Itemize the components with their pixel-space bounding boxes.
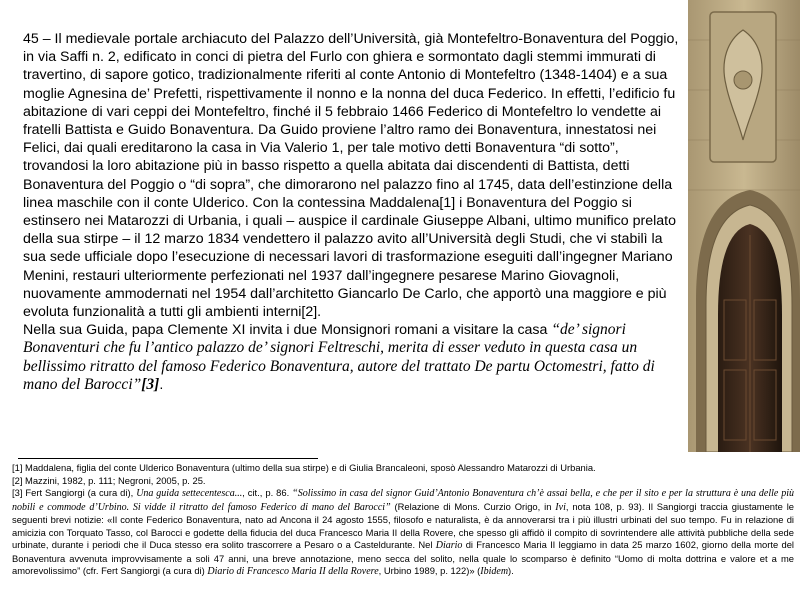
footnote-3-part: ). xyxy=(508,565,514,576)
footnote-3-part: , cit., p. 86. xyxy=(242,487,293,498)
footnote-3-diario-title: Diario di Francesco Maria II della Rovere xyxy=(207,566,379,577)
footnote-3-part: , Urbino 1989, p. 122)» ( xyxy=(378,565,481,576)
footnote-3-part: di Francesco Maria II leggiamo in data 25 marzo 1602, giorno della morte del Bonaventura avvenuta improvvisamente a soli 47 anni, una breve annotazione, meno secca del solito, nella quale lo scomparso è definito “Uomo di molta dottrina e valore et a me amorevolissimo” (cfr. Fert Sangiorgi (a cura di) xyxy=(12,539,795,576)
portal-photo xyxy=(688,0,800,452)
paragraph-history: 45 – Il medievale portale archiacuto del Palazzo dell’Università, già Montefeltro-Bonaventura del Poggio, in via Saffi n. 2, edificato in conci di pietra del Furlo con ghiera e sormontato dagli stemmi immurati di travertino, di sapore gotico, tradizionalmente riferiti al conte Antonio di Montefeltro (1348-1404) e a sua moglie Agnesina de’ Prefetti, rispettivamente il nonno e la nonna del duca Federico. In effetti, l’edificio fu abitazione di vari ceppi dei Montefeltro, finché il 5 febbraio 1466 Federico di Montefeltro lo vendette ai fratelli Battista e Guido Bonaventura. Da Guido proviene l’altro ramo dei Bonaventura, innestatosi nei Felici, dai quali ereditarono la casa in Via Valerio 1, per tale motivo detti Bonaventura “di sotto”, trovandosi la loro abitazione più in basso rispetto a quella abitata dai discendenti di Battista, detti Bonaventura del Poggio o “di sopra”, che dimorarono nel palazzo fino al 1745, data dell’estinzione della linea maschile con il conte Ulderico. Con la contessina Maddalena[1] i Bonaventura del Poggio si estinsero nei Matarozzi di Urbania, i quali – auspice il cardinale Giuseppe Albani, ultimo munifico prelato della sua stirpe – il 12 marzo 1834 vendettero il palazzo avito all’Università degli Studi, che vi stabilì la sua sede ufficiale dopo l’esecuzione di necessari lavori di trasformazione eseguiti dall’ingegner Mariano Menini, restauri ulteriormente perfezionati nel 1937 dall’ingegnere pesarese Marino Giovagnoli, nuovamente ammodernati nel 1954 dall’architetto Giancarlo De Carlo, che apportò una maggiore e più evoluta funzionalità a tutti gli ambienti interni[2]. xyxy=(23,31,679,321)
paragraph-guida xyxy=(23,321,683,394)
footnote-3-part: (Relazione di Mons. Curzio Origo, in xyxy=(390,500,556,512)
footnote-3-part: , nota 108, p. 93). Il Sangiorgi traccia giustamente le seguenti brevi notizie: «Il conte Federico Bonaventura, nato ad Ancona il 24 agosto 1555, filosofo e naturalista, è da annoverarsi tra i più illustri urbinati del suo tempo. Fu in relazione di amicizia con Torquato Tasso, col Barocci e godette della fiducia del duca Francesco Maria II della Rovere, che spesso gli affidò il compito di sovrintendere alle attività pubbliche della sede urbinate, durante i periodi che il Duca stesso era solito trascorrere a Pesaro o a Casteldurante. Nel xyxy=(12,500,795,550)
footnote-2: [2] Mazzini, 1982, p. 111; Negroni, 2005, p. 25. xyxy=(12,474,206,486)
guida-end: . xyxy=(159,376,164,393)
guida-quote: “de’ signori Bonaventuri che fu l’antico palazzo de’ signori Feltreschi, merita di esser veduto in questa casa un bellissimo ritratto del famoso Federico Bonaventura, autore del trattato De partu Octomestri, fatto di mano del Barocci” xyxy=(23,321,655,393)
footnote-3-diario: Diario xyxy=(435,540,463,551)
footnote-1: [1] Maddalena, figlia del conte Ulderico Bonaventura (ultimo della sua stirpe) e di Giulia Brancaleoni, sposò Alessandro Matarozzi di Urbania. xyxy=(12,462,596,473)
footnote-3 xyxy=(12,487,794,579)
footnotes xyxy=(12,462,794,579)
guida-text: Nella sua Guida, papa Clemente XI invita i due Monsignori romani a visitare la casa xyxy=(23,322,552,339)
footnote-ref-3[interactable]: [3] xyxy=(141,375,160,393)
footnote-3-ivi: Ivi xyxy=(555,501,566,513)
main-text-block xyxy=(23,30,683,394)
footnote-divider xyxy=(18,458,318,459)
portal-illustration xyxy=(688,0,800,452)
footnote-3-title: Una guida settecentesca... xyxy=(136,488,243,499)
footnote-3-ibidem: Ibidem xyxy=(480,566,509,577)
footnote-3-quote: “Solissimo in casa del signor Guid’Antonio Bonaventura ch’è assai bella, e che per il sito e per la struttura è una delle più nobili e commode d’Urbino. Si vidde il ritratto del famoso Federico di mano del Barocci” xyxy=(12,488,795,513)
footnote-3-part: [3] Fert Sangiorgi (a cura di), xyxy=(12,487,137,498)
